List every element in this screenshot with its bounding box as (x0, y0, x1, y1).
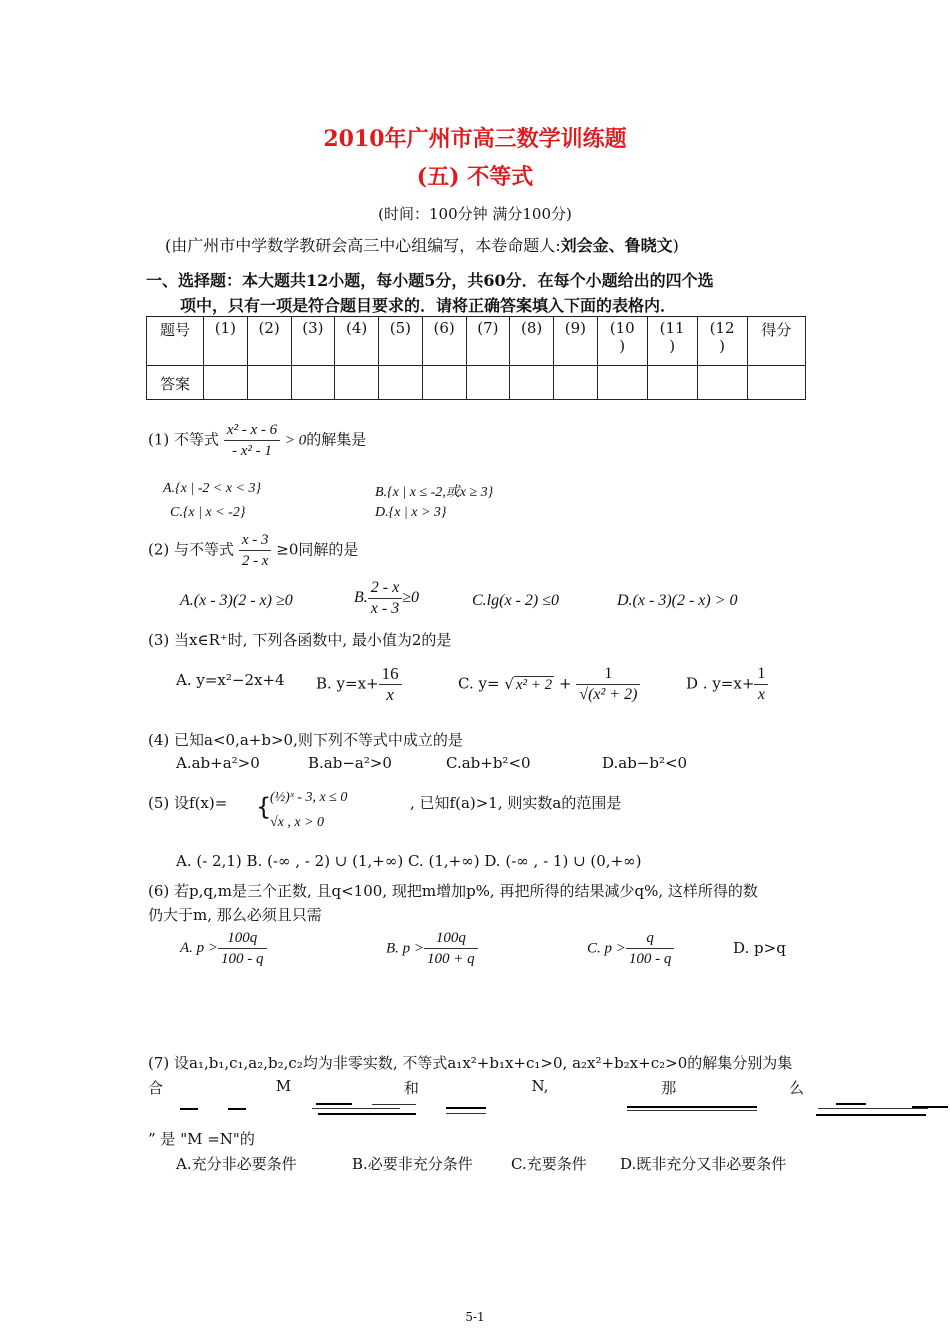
page-number: 5-1 (465, 1310, 485, 1324)
table-num-11: (11 ) (647, 317, 697, 366)
q2-b-numerator: 2 - x (368, 578, 402, 599)
q3-b-denominator: x (386, 685, 394, 704)
q2-option-d: D.(x - 3)(2 - x) > 0 (617, 592, 738, 609)
q6-a-prefix: A. p > (180, 939, 219, 956)
q3-d-denominator: x (757, 686, 765, 703)
q6-option-a (180, 928, 267, 969)
authors-names: 刘会金、鲁晓文 (560, 236, 673, 255)
authors-suffix: ) (672, 236, 679, 255)
answer-cell[interactable] (335, 366, 379, 400)
table-num-7: (7) (466, 317, 510, 366)
q2-suffix: 同解的是 (298, 540, 359, 559)
q3-option-a: A. y=x²−2x+4 (176, 671, 285, 689)
q7-option-b: B.必要非充分条件 (352, 1155, 473, 1173)
q7-option-d: D.既非充分又非必要条件 (620, 1155, 787, 1173)
q5-case2: √x , x > 0 (270, 815, 325, 830)
q6-option-c (587, 928, 674, 969)
authors-prefix: (由广州市中学数学教研会高三中心组编写，本卷命题人: (165, 236, 561, 255)
q5-stem-prefix: (5) 设f(x)= (148, 794, 228, 812)
q2-option-b (354, 578, 419, 619)
q2-b-denominator: x - 3 (370, 600, 400, 617)
q2-numerator: x - 3 (239, 530, 272, 551)
q2-stem (148, 530, 358, 571)
q3-c-plus: + (558, 674, 572, 693)
q6-c-numerator: q (626, 928, 675, 949)
q3-d-fraction (754, 664, 768, 705)
q3-b-numerator: 16 (379, 664, 402, 685)
q6-option-b (386, 928, 478, 969)
q7-word: 么 (788, 1079, 804, 1097)
q1-suffix: 的解集是 (306, 430, 367, 449)
q6-a-fraction (218, 928, 267, 969)
q3-c-prefix: C. y= (458, 674, 500, 693)
table-num-2: (2) (247, 317, 291, 366)
answer-cell[interactable] (647, 366, 697, 400)
q7-option-a: A.充分非必要条件 (176, 1155, 297, 1173)
q2-option-a: A.(x - 3)(2 - x) ≥0 (180, 592, 293, 609)
q6-c-denominator: 100 - q (628, 951, 672, 967)
score-cell[interactable] (747, 366, 805, 400)
q1-option-c: C.{x | x < -2} (170, 505, 246, 520)
q6-c-prefix: C. p > (587, 940, 626, 957)
q2-b-fraction (368, 578, 402, 619)
table-num-12: (12 ) (697, 317, 747, 366)
table-num-1: (1) (204, 317, 248, 366)
q5-case1: (½)ˣ - 3, x ≤ 0 (270, 790, 348, 805)
answer-cell[interactable] (597, 366, 647, 400)
table-num-10: (10 ) (597, 317, 647, 366)
q3-d-prefix: D . y=x+ (686, 674, 755, 693)
q3-option-d (686, 664, 768, 705)
q3-c-denominator: √(x² + 2) (579, 686, 638, 703)
page-title: 2010年广州市高三数学训练题 (323, 126, 627, 152)
q6-option-d: D. p>q (733, 939, 786, 957)
q6-c-fraction (626, 928, 675, 969)
q6-b-denominator: 100 + q (427, 951, 475, 967)
q1-stem (148, 420, 366, 461)
answer-cell[interactable] (204, 366, 248, 400)
q1-prefix: (1) 不等式 (148, 430, 220, 449)
table-score-label: 得分 (747, 317, 805, 366)
answer-cell[interactable] (466, 366, 510, 400)
table-header-label: 题号 (147, 317, 204, 366)
q7-word: N, (531, 1077, 549, 1095)
q6-a-denominator: 100 - q (221, 951, 264, 967)
answer-cell[interactable] (554, 366, 598, 400)
table-num-6: (6) (422, 317, 466, 366)
q2-fraction (239, 530, 272, 571)
q5-brace: { (256, 793, 272, 821)
table-num-5: (5) (379, 317, 423, 366)
q7-word: 那 (661, 1079, 677, 1097)
q7-line2 (148, 1077, 804, 1098)
q7-option-c: C.充要条件 (511, 1155, 587, 1173)
q3-option-b (316, 664, 402, 705)
q7-word: 和 (403, 1079, 419, 1097)
q7-line1: (7) 设a₁,b₁,c₁,a₂,b₂,c₂均为非零实数, 不等式a₁x²+b₁x+c₁>0, a₂x²+b₂x+c₂>0的解集分别为集 (148, 1054, 793, 1072)
q6-line1: (6) 若p,q,m是三个正数, 且q<100, 现把m增加p%, 再把所得的结果减少q%, 这样所得的数 (148, 882, 758, 900)
q2-prefix: (2) 与不等式 (148, 540, 235, 559)
table-num-9: (9) (554, 317, 598, 366)
q1-option-b: B.{x | x ≤ -2,或x ≥ 3} (375, 485, 494, 500)
q3-stem: (3) 当x∈R⁺时, 下列各函数中, 最小值为2的是 (148, 631, 452, 649)
q1-denominator: - x² - 1 (232, 443, 272, 459)
q6-b-prefix: B. p > (386, 940, 425, 957)
q6-a-numerator: 100q (218, 928, 267, 949)
q3-b-fraction (379, 664, 402, 705)
answer-table (146, 316, 806, 400)
q1-fraction (224, 420, 280, 461)
q7-word: M (275, 1077, 292, 1095)
q7-line3: ” 是 "M =N"的 (148, 1130, 255, 1148)
table-num-8: (8) (510, 317, 554, 366)
q2-relation: ≥0 (276, 540, 299, 559)
q3-c-sqrt-radicand: x² + 2 (515, 677, 553, 693)
q4-option-d: D.ab−b²<0 (602, 754, 688, 772)
q6-b-fraction (424, 928, 478, 969)
authors-line (165, 233, 679, 256)
answer-cell[interactable] (379, 366, 423, 400)
q2-b-relation: ≥0 (402, 589, 419, 607)
q1-option-a: A.{x | -2 < x < 3} (163, 481, 262, 496)
answer-cell[interactable] (247, 366, 291, 400)
q7-word: 合 (148, 1079, 164, 1097)
answer-cell[interactable] (510, 366, 554, 400)
answer-cell[interactable] (697, 366, 747, 400)
table-num-3: (3) (291, 317, 335, 366)
time-info: (时间：100分钟 满分100分) (378, 205, 572, 223)
q2-option-c: C.lg(x - 2) ≤0 (472, 592, 559, 609)
table-answer-label: 答案 (147, 366, 204, 400)
q3-option-c (458, 664, 640, 705)
q5-options: A. (- 2,1) B. (-∞ , - 2) ∪ (1,+∞) C. (1,+∞) D. (-∞ , - 1) ∪ (0,+∞) (176, 852, 642, 870)
q3-c-numerator: 1 (576, 664, 640, 685)
q2-b-prefix: B. (354, 589, 368, 607)
q3-c-sqrt: √ x² + 2 (504, 675, 553, 693)
answer-cell[interactable] (291, 366, 335, 400)
q3-c-fraction (576, 664, 640, 705)
q1-numerator: x² - x - 6 (224, 420, 280, 441)
q4-option-c: C.ab+b²<0 (446, 754, 531, 772)
section1-line2: 项中，只有一项是符合题目要求的．请将正确答案填入下面的表格内． (180, 296, 677, 315)
section1-line1: 一、选择题：本大题共12小题，每小题5分，共60分．在每个小题给出的四个选 (146, 271, 714, 290)
q4-stem: (4) 已知a<0,a+b>0,则下列不等式中成立的是 (148, 731, 463, 749)
q2-denominator: 2 - x (241, 553, 269, 569)
q6-b-numerator: 100q (424, 928, 478, 949)
q5-stem-suffix: , 已知f(a)>1, 则实数a的范围是 (410, 794, 622, 812)
q4-option-b: B.ab−a²>0 (308, 754, 392, 772)
q3-b-prefix: B. y=x+ (316, 674, 379, 693)
q6-line2: 仍大于m, 那么必须且只需 (148, 906, 322, 924)
page-subtitle: (五) 不等式 (416, 164, 534, 190)
q3-d-numerator: 1 (754, 664, 768, 685)
q1-option-d: D.{x | x > 3} (375, 505, 447, 520)
table-num-4: (4) (335, 317, 379, 366)
q4-option-a: A.ab+a²>0 (176, 754, 260, 772)
answer-cell[interactable] (422, 366, 466, 400)
q1-relation: > 0 (284, 432, 307, 449)
